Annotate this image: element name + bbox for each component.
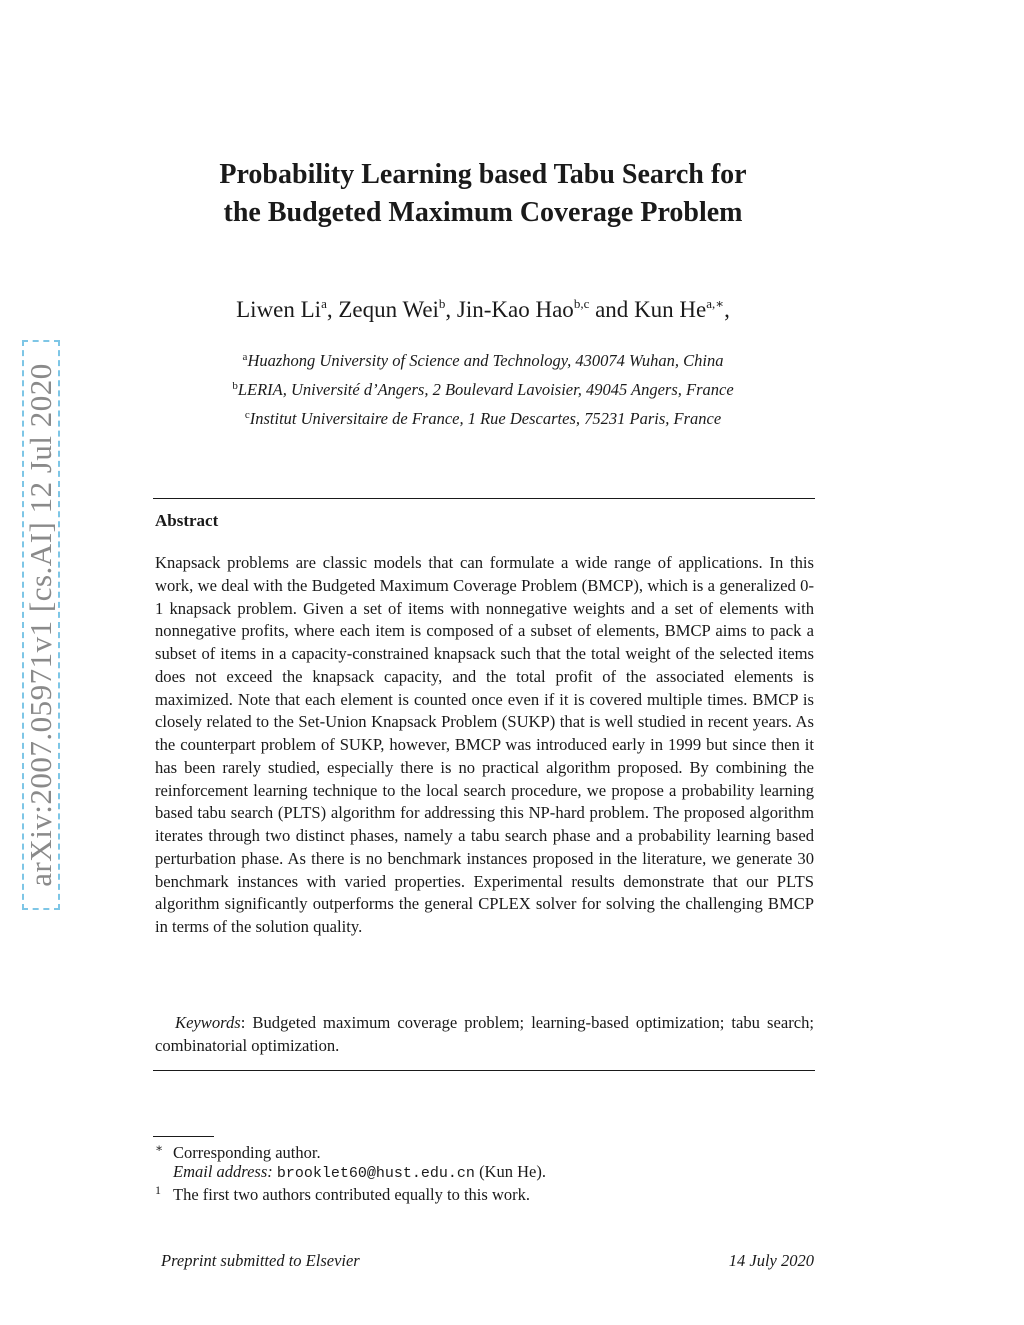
affiliation bbox=[150, 409, 816, 429]
email-label: Email address: bbox=[173, 1162, 273, 1181]
footer-preprint-note: Preprint submitted to Elsevier bbox=[161, 1251, 360, 1270]
author-name: Kun He bbox=[634, 297, 707, 322]
keywords-label: Keywords bbox=[175, 1013, 241, 1032]
affiliation-text: Institut Universitaire de France, 1 Rue Descartes, 75231 Paris, France bbox=[249, 409, 722, 428]
author-affiliation-mark: b bbox=[438, 296, 446, 311]
abstract-top-rule bbox=[153, 498, 815, 499]
email-address[interactable]: brooklet60@hust.edu.cn bbox=[276, 1165, 475, 1182]
affiliation-text: LERIA, Université d’Angers, 2 Boulevard Lavoisier, 49045 Angers, France bbox=[237, 380, 734, 399]
author-separator: , bbox=[445, 297, 457, 322]
footnote-mark: ∗ bbox=[155, 1141, 164, 1155]
affiliation-mark: b bbox=[232, 380, 238, 392]
footnote-email bbox=[155, 1162, 546, 1182]
keywords bbox=[155, 1012, 814, 1058]
footnote-mark: 1 bbox=[155, 1183, 161, 1197]
title-line-2: the Budgeted Maximum Coverage Problem bbox=[223, 197, 743, 228]
paper-title bbox=[150, 156, 816, 232]
affiliation bbox=[150, 351, 816, 371]
footnote-text: The first two authors contributed equally to this work. bbox=[173, 1185, 530, 1204]
footnote-corresponding bbox=[155, 1141, 321, 1163]
footnote-equal-contribution bbox=[155, 1183, 530, 1205]
abstract-bottom-rule bbox=[153, 1070, 815, 1071]
affiliation-mark: c bbox=[244, 409, 250, 421]
author-separator: , bbox=[326, 297, 339, 322]
author-separator: , bbox=[724, 297, 730, 322]
email-suffix: (Kun He). bbox=[474, 1162, 546, 1181]
affiliation-text: Huazhong University of Science and Technology, 430074 Wuhan, China bbox=[247, 351, 724, 370]
arxiv-stamp bbox=[22, 340, 60, 910]
footer-date: 14 July 2020 bbox=[728, 1251, 814, 1270]
arxiv-stamp-text: arXiv:2007.05971v1 [cs.AI] 12 Jul 2020 bbox=[23, 363, 58, 887]
abstract-heading: Abstract bbox=[155, 511, 219, 530]
abstract-body: Knapsack problems are classic models that can formulate a wide range of applications. In this work, we deal with the Budgeted Maximum Coverage Problem (BMCP), which is a generalized 0-1 knapsack problem. Given a set of items with nonnegative weights and a set of elements with nonnegative profits, where each item is composed of a subset of elements, BMCP aims to pack a subset of items in a capacity-constrained knapsack such that the total weight of the selected items does not exceed the knapsack capacity, and the total profit of the associated elements is maximized. Note that each element is counted once even if it is covered multiple times. BMCP is closely related to the Set-Union Knapsack Problem (SUKP) that is well studied in recent years. As the counterpart problem of SUKP, however, BMCP was introduced early in 1999 but since then it has been rarely studied, especially there is no practical algorithm proposed. By combining the reinforcement learning technique to the local search procedure, we propose a probability learning based tabu search (PLTS) algorithm for addressing this NP-hard problem. The proposed algorithm iterates through two distinct phases, namely a tabu search phase and a probability learning based perturbation phase. As there is no benchmark instances proposed in the literature, we generate 30 benchmark instances with varied properties. Experimental results demonstrate that our PLTS algorithm significantly outperforms the general CPLEX solver for solving the challenging BMCP in terms of the solution quality. bbox=[155, 553, 814, 936]
affiliation bbox=[150, 380, 816, 400]
author-name: Liwen Li bbox=[236, 297, 322, 322]
keywords-text: : Budgeted maximum coverage problem; learning-based optimization; tabu search; combinatorial optimization. bbox=[155, 1013, 814, 1055]
author-affiliation-mark: b,c bbox=[573, 296, 590, 311]
author-name: Jin-Kao Hao bbox=[456, 297, 574, 322]
author-name: Zequn Wei bbox=[338, 297, 439, 322]
author-separator: and bbox=[589, 297, 635, 322]
author-list bbox=[150, 296, 816, 323]
footnote-rule bbox=[153, 1136, 214, 1137]
title-line-1: Probability Learning based Tabu Search for bbox=[219, 159, 747, 190]
author-affiliation-mark: a bbox=[321, 296, 327, 311]
footnote-text: Corresponding author. bbox=[173, 1143, 321, 1162]
affiliation-mark: a bbox=[242, 351, 248, 363]
author-affiliation-mark: a,∗ bbox=[706, 296, 725, 311]
